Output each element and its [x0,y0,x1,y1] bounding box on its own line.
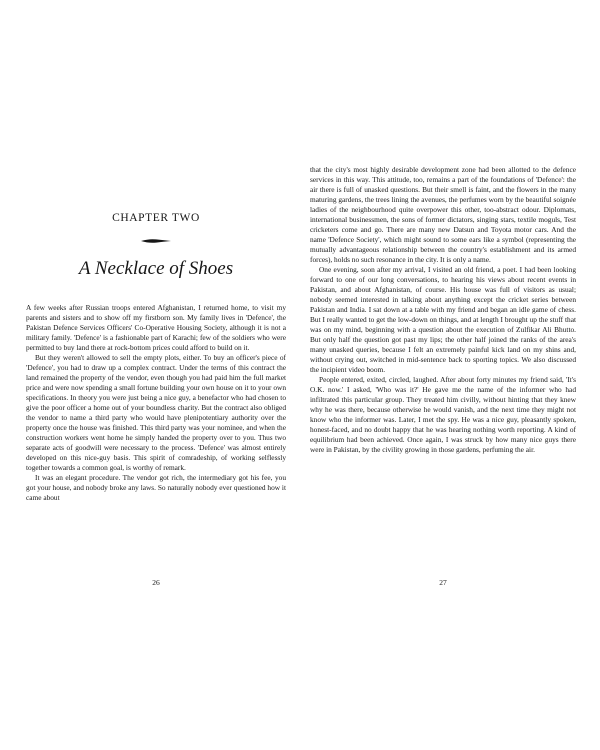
chapter-title: A Necklace of Shoes [78,258,234,279]
ornament-icon [141,238,171,244]
chapter-label: CHAPTER TWO [112,212,200,224]
paragraph: that the city's most highly desirable development zone had been allotted to the defence services in this way. This attitude, too, remains a part of the foundations of 'Defence': the air there is full of unasked questions. But their smell is faint, and the flowers in the many maturing gardens, the trees lining the avenues, the perfumes worn by the beautiful soignée ladies of the neighbourhood quite overpower this other, too-abstract odour. Diplomats, international businessmen, the sons of former dictators, singing stars, textile moguls, Test cricketers come and go. There are many new Datsun and Toyota motor cars. And the name 'Defence Society', which might sound to some ears like a symbol (representing the mutually advantageous relationship between the country's establishment and its armed forces), holds no such resonance in the city. It is only a name. [310,165,576,264]
right-body-text [310,165,576,455]
paragraph: One evening, soon after my arrival, I visited an old friend, a poet. I had been looking forward to one of our long conversations, to hearing his views about recent events in Pakistan, and about Afghanistan, of course. His house was full of visitors as usual; nobody seemed interested in talking about anything except the cricket series between Pakistan and India. I sat down at a table with my friend and began an idle game of chess. But I really wanted to get the low-down on things, and at length I brought up the stuff that was on my mind, beginning with a question about the execution of Zulfikar Ali Bhutto. But only half the question got past my lips; the other half joined the ranks of the area's many unasked queries, because I felt an extremely painful kick land on my shins and, without crying out, switched in mid-sentence back to sporting topics. We also discussed the incipient video boom. [310,265,576,374]
left-page [26,0,286,750]
left-body-text [26,303,286,503]
paragraph: It was an elegant procedure. The vendor got rich, the intermediary got his fee, you got your house, and nobody broke any laws. So naturally nobody ever questioned how it came about [26,473,286,502]
paragraph: People entered, exited, circled, laughed. After about forty minutes my friend said, 'It's O.K. now.' I asked, 'Who was it?' He gave me the name of the informer who had infiltrated this particular group. They treated him civilly, without hinting that they knew why he was there, because otherwise he would vanish, and the next time they might not know who the informer was. Later, I met the spy. He was a nice guy, pleasantly spoken, honest-faced, and no doubt happy that he was hearing nothing worth reporting. A kind of equilibrium had been achieved. Once again, I was struck by how many nice guys there were in Pakistan, by the civility growing in those gardens, perfuming the air. [310,375,576,454]
page-number-left: 26 [152,578,160,587]
page-number-right: 27 [439,578,447,587]
right-page [310,0,576,750]
paragraph: A few weeks after Russian troops entered Afghanistan, I returned home, to visit my parents and sisters and to show off my firstborn son. My family lives in 'Defence', the Pakistan Defence Services Officers' Co-Operative Housing Society, although it is not a military family. 'Defence' is a fashionable part of Karachi; few of the soldiers who were permitted to buy land there at rock-bottom prices could afford to build on it. [26,303,286,352]
paragraph: But they weren't allowed to sell the empty plots, either. To buy an officer's piece of 'Defence', you had to draw up a complex contract. Under the terms of this contract the land remained the property of the vendor, even though you had paid him the full market price and were now spending a small fortune building your own house on it to your own specifications. In theory you were just being a nice guy, a benefactor who had chosen to give the poor officer a home out of your boundless charity. But the contract also obliged the vendor to name a third party who would have plenipotentiary authority over the property once the house was finished. This third party was your nominee, and when the construction workers went home he simply handed the property over to you. Thus two separate acts of goodwill were necessary to the process. 'Defence' was almost entirely developed on this nice-guy basis. This spirit of comradeship, of working selflessly together towards a common goal, is worthy of remark. [26,353,286,472]
